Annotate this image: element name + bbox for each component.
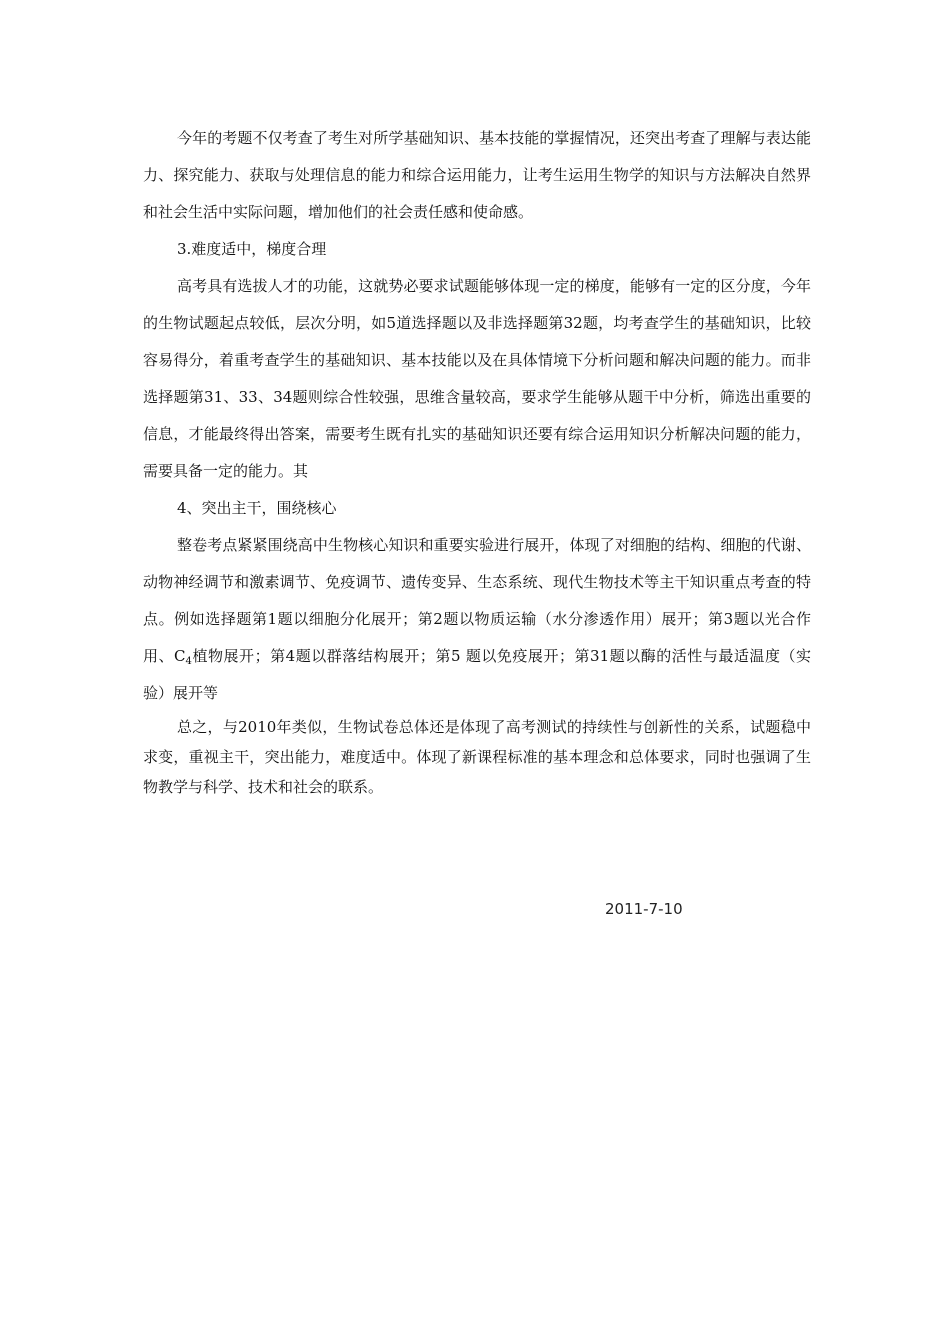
paragraph-difficulty: 高考具有选拔人才的功能，这就势必要求试题能够体现一定的梯度，能够有一定的区分度，今年的生物试题起点较低，层次分明，如5道选择题以及非选择题第32题，均考查学生的基础知识，比较容易得分，着重考查学生的基础知识、基本技能以及在具体情境下分析问题和解决问题的能力。而非选择题第31、33、34题则综合性较强，思维含量较高，要求学生能够从题干中分析，筛选出重要的信息，才能最终得出答案，需要考生既有扎实的基础知识还要有综合运用知识分析解决问题的能力，需要具备一定的能力。其 <box>143 277 811 480</box>
document-body <box>143 120 811 802</box>
paragraph-core-part-b: 植物展开；第4题以群落结构展开；第5 题以免疫展开；第31题以酶的活性与最适温度（实验）展开等 <box>143 647 811 702</box>
paragraph-summary: 总之，与2010年类似，生物试卷总体还是体现了高考测试的持续性与创新性的关系，试题稳中求变，重视主干，突出能力，难度适中。体现了新课程标准的基本理念和总体要求，同时也强调了生物教学与科学、技术和社会的联系。 <box>143 718 811 796</box>
paragraph-abilities: 今年的考题不仅考查了考生对所学基础知识、基本技能的掌握情况，还突出考查了理解与表达能力、探究能力、获取与处理信息的能力和综合运用能力，让考生运用生物学的知识与方法解决自然界和社会生活中实际问题，增加他们的社会责任感和使命感。 <box>143 129 811 221</box>
paragraph-core-part-a: 整卷考点紧紧围绕高中生物核心知识和重要实验进行展开，体现了对细胞的结构、细胞的代谢、动物神经调节和激素调节、免疫调节、遗传变异、生态系统、现代生物技术等主干知识重点考查的特点。例如选择题第1题以细胞分化展开；第2题以物质运输（水分渗透作用）展开；第3题以光合作用、C <box>143 536 811 665</box>
heading-difficulty: 3.难度适中，梯度合理 <box>177 240 327 258</box>
paragraph-core <box>143 527 811 712</box>
heading-core: 4、突出主干，围绕核心 <box>177 499 337 517</box>
document-date: 2011-7-10 <box>605 900 683 918</box>
subscript-4: 4 <box>185 656 192 667</box>
